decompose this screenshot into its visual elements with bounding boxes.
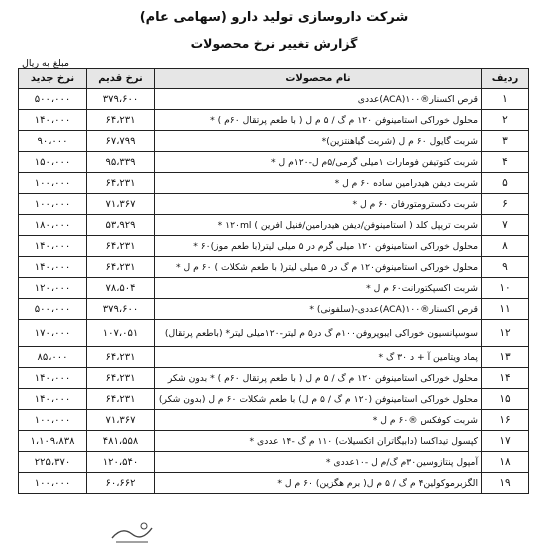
old-price: ۶۷،۷۹۹ (87, 131, 155, 152)
old-price: ۶۴،۲۳۱ (87, 347, 155, 368)
product-name: قرص اکسنار®۱۰۰(ACA)عددی-(سلفونی) * (155, 299, 482, 320)
table-row (19, 278, 529, 299)
row-index: ۱۱ (482, 299, 529, 320)
product-name: شربت اکسپکتورانت۶۰ م ل * (155, 278, 482, 299)
table-header-row (19, 69, 529, 89)
old-price: ۶۴،۲۳۱ (87, 368, 155, 389)
row-index: ۱۹ (482, 473, 529, 494)
table-row (19, 452, 529, 473)
table-row (19, 152, 529, 173)
old-price: ۵۳،۹۲۹ (87, 215, 155, 236)
old-price: ۶۴،۲۳۱ (87, 257, 155, 278)
new-price: ۱۸۰،۰۰۰ (19, 215, 87, 236)
product-name: شربت تریپل کلد ( استامینوفن/دیفن هیدرامین/فنیل افرین ) ۱۲۰ml * (155, 215, 482, 236)
new-price: ۲۲۵،۳۷۰ (19, 452, 87, 473)
column-header-old-price: نرخ قدیم (87, 69, 155, 89)
product-name: کپسول تیداکسا (دابیگاتران اتکسیلات) ۱۱۰ م گ -۱۴ عددی * (155, 431, 482, 452)
old-price: ۳۷۹،۶۰۰ (87, 299, 155, 320)
product-name: شربت کوفکس ®۶۰ م ل * (155, 410, 482, 431)
old-price: ۱۲۰،۵۴۰ (87, 452, 155, 473)
row-index: ۵ (482, 173, 529, 194)
table-row (19, 410, 529, 431)
table-row (19, 473, 529, 494)
old-price: ۴۸۱،۵۵۸ (87, 431, 155, 452)
new-price: ۵۰۰،۰۰۰ (19, 299, 87, 320)
old-price: ۱۰۷،۰۵۱ (87, 320, 155, 347)
row-index: ۷ (482, 215, 529, 236)
table-row (19, 389, 529, 410)
new-price: ۱۴۰،۰۰۰ (19, 257, 87, 278)
row-index: ۱۷ (482, 431, 529, 452)
new-price: ۱۷۰،۰۰۰ (19, 320, 87, 347)
product-name: الگزبرموکولین۴ م گ / ۵ م ل( برم هگزین) ۶۰ م ل * (155, 473, 482, 494)
old-price: ۶۴،۲۳۱ (87, 389, 155, 410)
old-price: ۷۱،۳۶۷ (87, 194, 155, 215)
new-price: ۱۰۰،۰۰۰ (19, 473, 87, 494)
new-price: ۱۴۰،۰۰۰ (19, 389, 87, 410)
table-row (19, 431, 529, 452)
row-index: ۱ (482, 89, 529, 110)
product-name: شربت دکسترومتورفان ۶۰ م ل * (155, 194, 482, 215)
row-index: ۶ (482, 194, 529, 215)
product-name: آمپول پنتازوسین۳۰م گ/م ل -۱۰عددی * (155, 452, 482, 473)
table-row (19, 131, 529, 152)
table-row (19, 320, 529, 347)
new-price: ۹۰،۰۰۰ (19, 131, 87, 152)
new-price: ۸۵،۰۰۰ (19, 347, 87, 368)
row-index: ۱۶ (482, 410, 529, 431)
new-price: ۱۰۰،۰۰۰ (19, 194, 87, 215)
table-row (19, 194, 529, 215)
new-price: ۱۴۰،۰۰۰ (19, 236, 87, 257)
product-name: محلول خوراکی استامینوفن ۱۲۰ م گ / ۵ م ل ( با طعم پرتقال ۶۰م ) * بدون شکر (155, 368, 482, 389)
column-header-index: ردیف (482, 69, 529, 89)
old-price: ۹۵،۳۳۹ (87, 152, 155, 173)
row-index: ۱۰ (482, 278, 529, 299)
company-title: شرکت داروسازی تولید دارو (سهامی عام) (139, 10, 409, 25)
table-row (19, 299, 529, 320)
new-price: ۱۵۰،۰۰۰ (19, 152, 87, 173)
product-name: محلول خوراکی استامینوفن ۱۲۰ میلی گرم در ۵ میلی لیتر(با طعم موز)۶۰ * (155, 236, 482, 257)
old-price: ۳۷۹،۶۰۰ (87, 89, 155, 110)
row-index: ۴ (482, 152, 529, 173)
new-price: ۱۲۰،۰۰۰ (19, 278, 87, 299)
product-name: شربت گایول ۶۰ م ل (شربت گیاهنتزین)* (155, 131, 482, 152)
row-index: ۱۸ (482, 452, 529, 473)
price-change-table (18, 68, 529, 494)
table-row (19, 347, 529, 368)
column-header-new-price: نرخ جدید (19, 69, 87, 89)
product-name: محلول خوراکی استامینوفن ۱۲۰ م گ / ۵ م ل ( با طعم پرتقال ۶۰م ) * (155, 110, 482, 131)
product-name: شربت کتوتیفن فومارات ۱میلی گرمی/۵م ل-۱۲۰م ل * (155, 152, 482, 173)
old-price: ۷۸،۵۰۴ (87, 278, 155, 299)
new-price: ۱،۱۰۹،۸۳۸ (19, 431, 87, 452)
product-name: پماد ویتامین آ + د ۳۰ گ * (155, 347, 482, 368)
row-index: ۱۲ (482, 320, 529, 347)
company-logo-stamp (108, 518, 156, 546)
product-name: محلول خوراکی استامینوفن۱۲۰ م گ در ۵ میلی لیتر( با طعم شکلات ) ۶۰ م ل * (155, 257, 482, 278)
new-price: ۵۰۰،۰۰۰ (19, 89, 87, 110)
table-row (19, 110, 529, 131)
product-name: شربت دیفن هیدرامین ساده ۶۰ م ل * (155, 173, 482, 194)
table-row (19, 368, 529, 389)
row-index: ۱۴ (482, 368, 529, 389)
table-row (19, 236, 529, 257)
old-price: ۶۴،۲۳۱ (87, 236, 155, 257)
old-price: ۶۴،۲۳۱ (87, 173, 155, 194)
row-index: ۱۵ (482, 389, 529, 410)
old-price: ۶۴،۲۳۱ (87, 110, 155, 131)
product-name: محلول خوراکی استامینوفن (۱۲۰ م گ / ۵ م ل) با طعم شکلات ۶۰ م ل (بدون شکر) (155, 389, 482, 410)
table-row (19, 173, 529, 194)
row-index: ۳ (482, 131, 529, 152)
column-header-product: نام محصولات (155, 69, 482, 89)
row-index: ۱۳ (482, 347, 529, 368)
new-price: ۱۰۰،۰۰۰ (19, 410, 87, 431)
product-name: قرص اکسنار®۱۰۰(ACA)عددی (155, 89, 482, 110)
report-title: گزارش تغییر نرخ محصولات (190, 36, 358, 51)
product-name: سوسپانسیون خوراکی ایبوپروفن۱۰۰م گ در۵ م لیتر-۱۲۰میلی لیتر* (باطعم پرتقال) (155, 320, 482, 347)
row-index: ۹ (482, 257, 529, 278)
new-price: ۱۴۰،۰۰۰ (19, 110, 87, 131)
table-row (19, 215, 529, 236)
table-row (19, 89, 529, 110)
currency-note: مبلغ به ریال (22, 58, 69, 69)
row-index: ۲ (482, 110, 529, 131)
table-row (19, 257, 529, 278)
new-price: ۱۰۰،۰۰۰ (19, 173, 87, 194)
row-index: ۸ (482, 236, 529, 257)
new-price: ۱۴۰،۰۰۰ (19, 368, 87, 389)
old-price: ۷۱،۳۶۷ (87, 410, 155, 431)
old-price: ۶۰،۶۶۲ (87, 473, 155, 494)
